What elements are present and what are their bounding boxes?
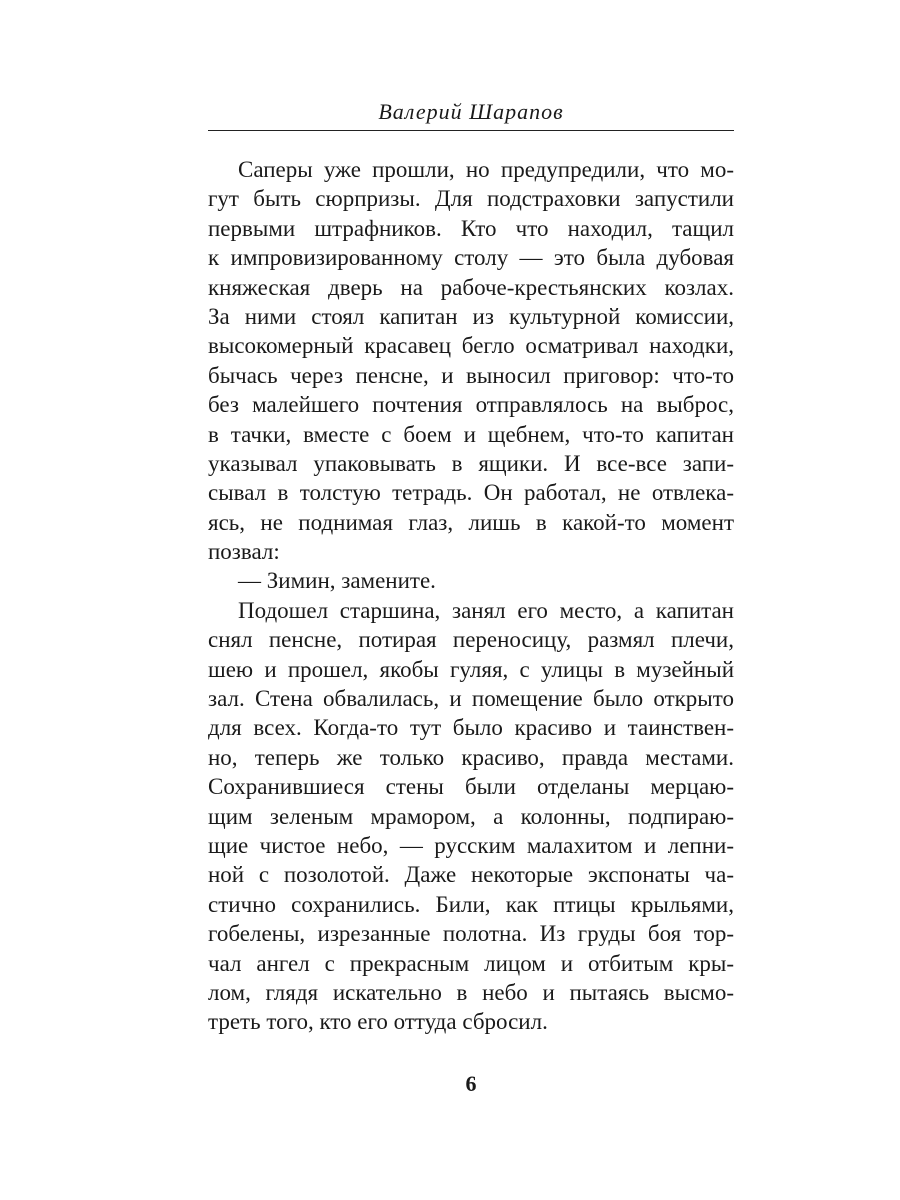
text-line: бычась через пенсне, и выносил приговор: что-то — [208, 362, 734, 388]
text-line: к импровизированному столу — это была дубовая — [208, 245, 734, 271]
text-line: зал. Стена обвалилась, и помещение было открыто — [208, 686, 734, 712]
text-line: щим зеленым мрамором, а колонны, подпираю- — [208, 803, 734, 829]
text-line: щие чистое небо, — русским малахитом и лепни- — [208, 832, 734, 858]
text-line: чал ангел с прекрасным лицом и отбитым кры- — [208, 950, 734, 976]
text-line: сывал в толстую тетрадь. Он работал, не отвлека- — [208, 480, 734, 506]
text-line: княжеская дверь на рабоче-крестьянских козлах. — [208, 274, 734, 300]
text-line: гут быть сюрпризы. Для подстраховки запустили — [208, 186, 734, 212]
text-line: треть того, кто его оттуда сбросил. — [208, 1009, 548, 1035]
text-line: лом, глядя искательно в небо и пытаясь высмо- — [208, 979, 734, 1005]
text-line: гобелены, изрезанные полотна. Из груды боя тор- — [208, 921, 734, 947]
text-line: высокомерный красавец бегло осматривал находки, — [208, 333, 734, 359]
text-line: в тачки, вместе с боем и щебнем, что-то капитан — [208, 421, 734, 447]
text-line: для всех. Когда-то тут было красиво и таинствен- — [208, 715, 734, 741]
text-line: Саперы уже прошли, но предупредили, что мо- — [238, 157, 734, 182]
text-line: ной с позолотой. Даже некоторые экспонаты ча- — [208, 862, 734, 888]
body-text — [208, 155, 734, 1037]
text-line: ясь, не поднимая глаз, лишь в какой-то момент — [208, 509, 734, 535]
text-line: но, теперь же только красиво, правда местами. — [208, 744, 734, 770]
text-line: Подошел старшина, занял его место, а капитан — [238, 597, 734, 623]
text-line: указывал упаковывать в ящики. И все-все запи- — [208, 450, 734, 476]
page-number: 6 — [465, 1071, 477, 1096]
text-line: стично сохранились. Били, как птицы крыльями, — [208, 891, 734, 917]
text-line: позвал: — [208, 539, 280, 565]
text-line: первыми штрафников. Кто что находил, тащил — [208, 215, 734, 241]
text-line: без малейшего почтения отправлялось на выброс, — [208, 392, 734, 418]
text-line: За ними стоял капитан из культурной комиссии, — [208, 303, 734, 329]
running-head: Валерий Шарапов — [378, 99, 564, 124]
text-line: Сохранившиеся стены были отделаны мерцаю- — [208, 774, 734, 800]
header-rule — [208, 130, 734, 131]
text-line: снял пенсне, потирая переносицу, размял плечи, — [208, 627, 734, 653]
text-line: — Зимин, замените. — [238, 568, 436, 594]
text-line: шею и прошел, якобы гуляя, с улицы в музейный — [208, 656, 734, 682]
